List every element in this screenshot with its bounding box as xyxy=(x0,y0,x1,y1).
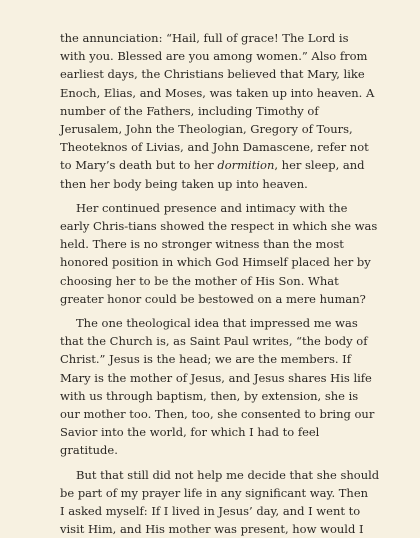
text-line xyxy=(60,290,400,308)
text-segment: number of the Fathers, including Timothy of xyxy=(60,103,319,118)
text-line xyxy=(60,272,400,290)
text-segment: visit Him, and His mother was present, how would I xyxy=(60,522,364,537)
paragraph xyxy=(60,29,400,193)
text-line xyxy=(60,350,400,368)
text-segment: The one theological idea that impressed me was xyxy=(76,316,358,331)
text-line xyxy=(60,217,400,235)
text-line xyxy=(60,29,400,47)
text-line xyxy=(60,423,400,441)
text-segment: gratitude. xyxy=(60,443,118,458)
text-segment: Theoteknos of Livias, and John Damascene, refer not xyxy=(60,140,369,155)
paragraph xyxy=(60,314,400,460)
text-segment: with you. Blessed are you among women.” Also from xyxy=(60,49,368,64)
text-line xyxy=(60,441,400,459)
text-segment: to Mary’s death but to her xyxy=(60,158,218,173)
text-segment: that the Church is, as Saint Paul writes, “the body of xyxy=(60,334,368,349)
text-line xyxy=(60,235,400,253)
text-segment: earliest days, the Christians believed that Mary, like xyxy=(60,67,365,82)
text-line xyxy=(60,387,400,405)
text-segment: Jerusalem, John the Theologian, Gregory of Tours, xyxy=(60,122,353,137)
text-segment: choosing her to be the mother of His Son. What xyxy=(60,273,339,288)
text-line xyxy=(60,102,400,120)
text-segment: with us through baptism, then, by extension, she is xyxy=(60,388,359,403)
text-segment: early Chris-tians showed the respect in which she was xyxy=(60,219,378,234)
text-line xyxy=(60,484,400,502)
body-text xyxy=(60,29,400,538)
text-line xyxy=(60,520,400,538)
text-line xyxy=(60,175,400,193)
text-line xyxy=(60,199,400,217)
text-segment: then her body being taken up into heaven. xyxy=(60,176,308,191)
text-segment: Mary is the mother of Jesus, and Jesus shares His life xyxy=(60,370,372,385)
text-segment: But that still did not help me decide that she should xyxy=(76,467,380,482)
text-segment: honored position in which God Himself placed her by xyxy=(60,255,371,270)
text-line xyxy=(60,156,400,174)
text-line xyxy=(60,120,400,138)
text-segment: Her continued presence and intimacy with the xyxy=(76,200,348,215)
text-line xyxy=(60,405,400,423)
text-line xyxy=(60,332,400,350)
paragraph xyxy=(60,199,400,308)
text-line xyxy=(60,369,400,387)
text-line xyxy=(60,65,400,83)
text-line xyxy=(60,466,400,484)
text-line xyxy=(60,314,400,332)
text-line xyxy=(60,502,400,520)
text-line xyxy=(60,84,400,102)
text-segment: the annunciation: “Hail, full of grace! The Lord is xyxy=(60,31,349,45)
text-line xyxy=(60,47,400,65)
text-segment: our mother too. Then, too, she consented to bring our xyxy=(60,407,375,422)
text-line xyxy=(60,253,400,271)
text-segment: Savior into the world, for which I had to feel xyxy=(60,425,320,440)
text-segment: greater honor could be bestowed on a mere human? xyxy=(60,291,366,306)
text-segment: Christ.” Jesus is the head; we are the members. If xyxy=(60,352,351,367)
text-line xyxy=(60,138,400,156)
paragraph xyxy=(60,466,400,538)
text-segment: I asked myself: If I lived in Jesus’ day, and I went to xyxy=(60,504,361,519)
text-segment: be part of my prayer life in any significant way. Then xyxy=(60,485,369,500)
text-segment: Enoch, Elias, and Moses, was taken up into heaven. A xyxy=(60,85,375,100)
text-segment: held. There is no stronger witness than the most xyxy=(60,237,344,252)
text-segment: , her sleep, and xyxy=(274,158,365,173)
emphasized-word: dormition xyxy=(217,158,275,173)
